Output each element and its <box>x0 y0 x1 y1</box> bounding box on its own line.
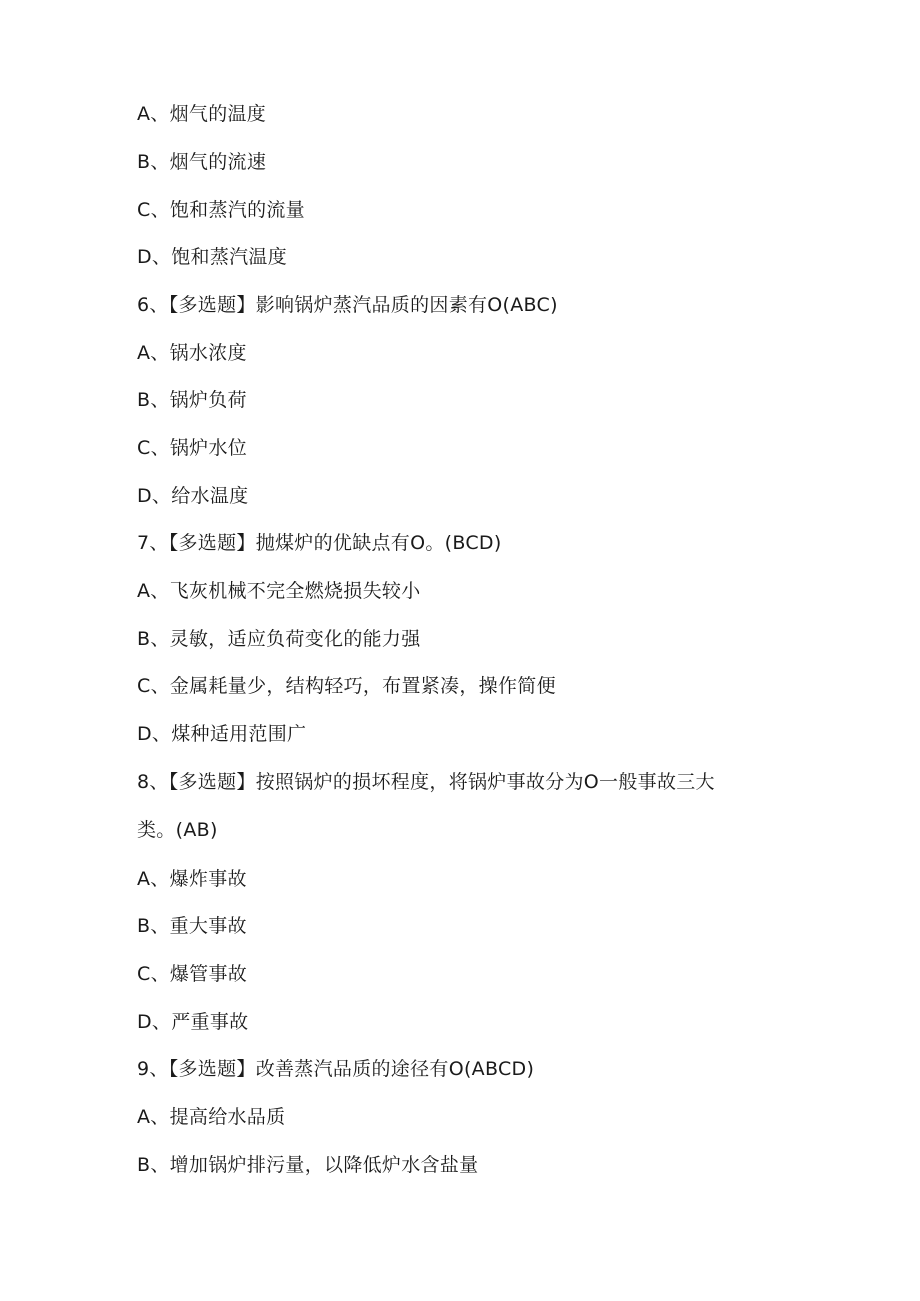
option-line: B、重大事故 <box>137 915 247 937</box>
option-line: A、爆炸事故 <box>137 868 247 890</box>
option-line: D、严重事故 <box>137 1011 249 1033</box>
question-line: 7、【多选题】抛煤炉的优缺点有O。(BCD) <box>137 532 502 554</box>
option-line: D、煤种适用范围广 <box>137 723 307 745</box>
option-line: D、给水温度 <box>137 485 249 507</box>
question-line: 6、【多选题】影响锅炉蒸汽品质的因素有O(ABC) <box>137 294 558 316</box>
option-line: C、金属耗量少，结构轻巧，布置紧凑，操作简便 <box>137 675 556 697</box>
option-line: C、饱和蒸汽的流量 <box>137 199 305 221</box>
question-line: 9、【多选题】改善蒸汽品质的途径有O(ABCD) <box>137 1058 535 1080</box>
question-line: 8、【多选题】按照锅炉的损坏程度，将锅炉事故分为O一般事故三大 <box>137 771 715 793</box>
option-line: B、灵敏，适应负荷变化的能力强 <box>137 628 421 650</box>
option-line: A、飞灰机械不完全燃烧损失较小 <box>137 580 421 602</box>
option-line: A、烟气的温度 <box>137 103 267 125</box>
option-line: A、锅水浓度 <box>137 342 247 364</box>
option-line: D、饱和蒸汽温度 <box>137 246 288 268</box>
option-line: A、提高给水品质 <box>137 1106 286 1128</box>
option-line: B、增加锅炉排污量，以降低炉水含盐量 <box>137 1154 479 1176</box>
option-line: B、烟气的流速 <box>137 151 267 173</box>
question-line-continued: 类。(AB) <box>137 819 218 841</box>
option-line: B、锅炉负荷 <box>137 389 247 411</box>
option-line: C、爆管事故 <box>137 963 248 985</box>
option-line: C、锅炉水位 <box>137 437 248 459</box>
